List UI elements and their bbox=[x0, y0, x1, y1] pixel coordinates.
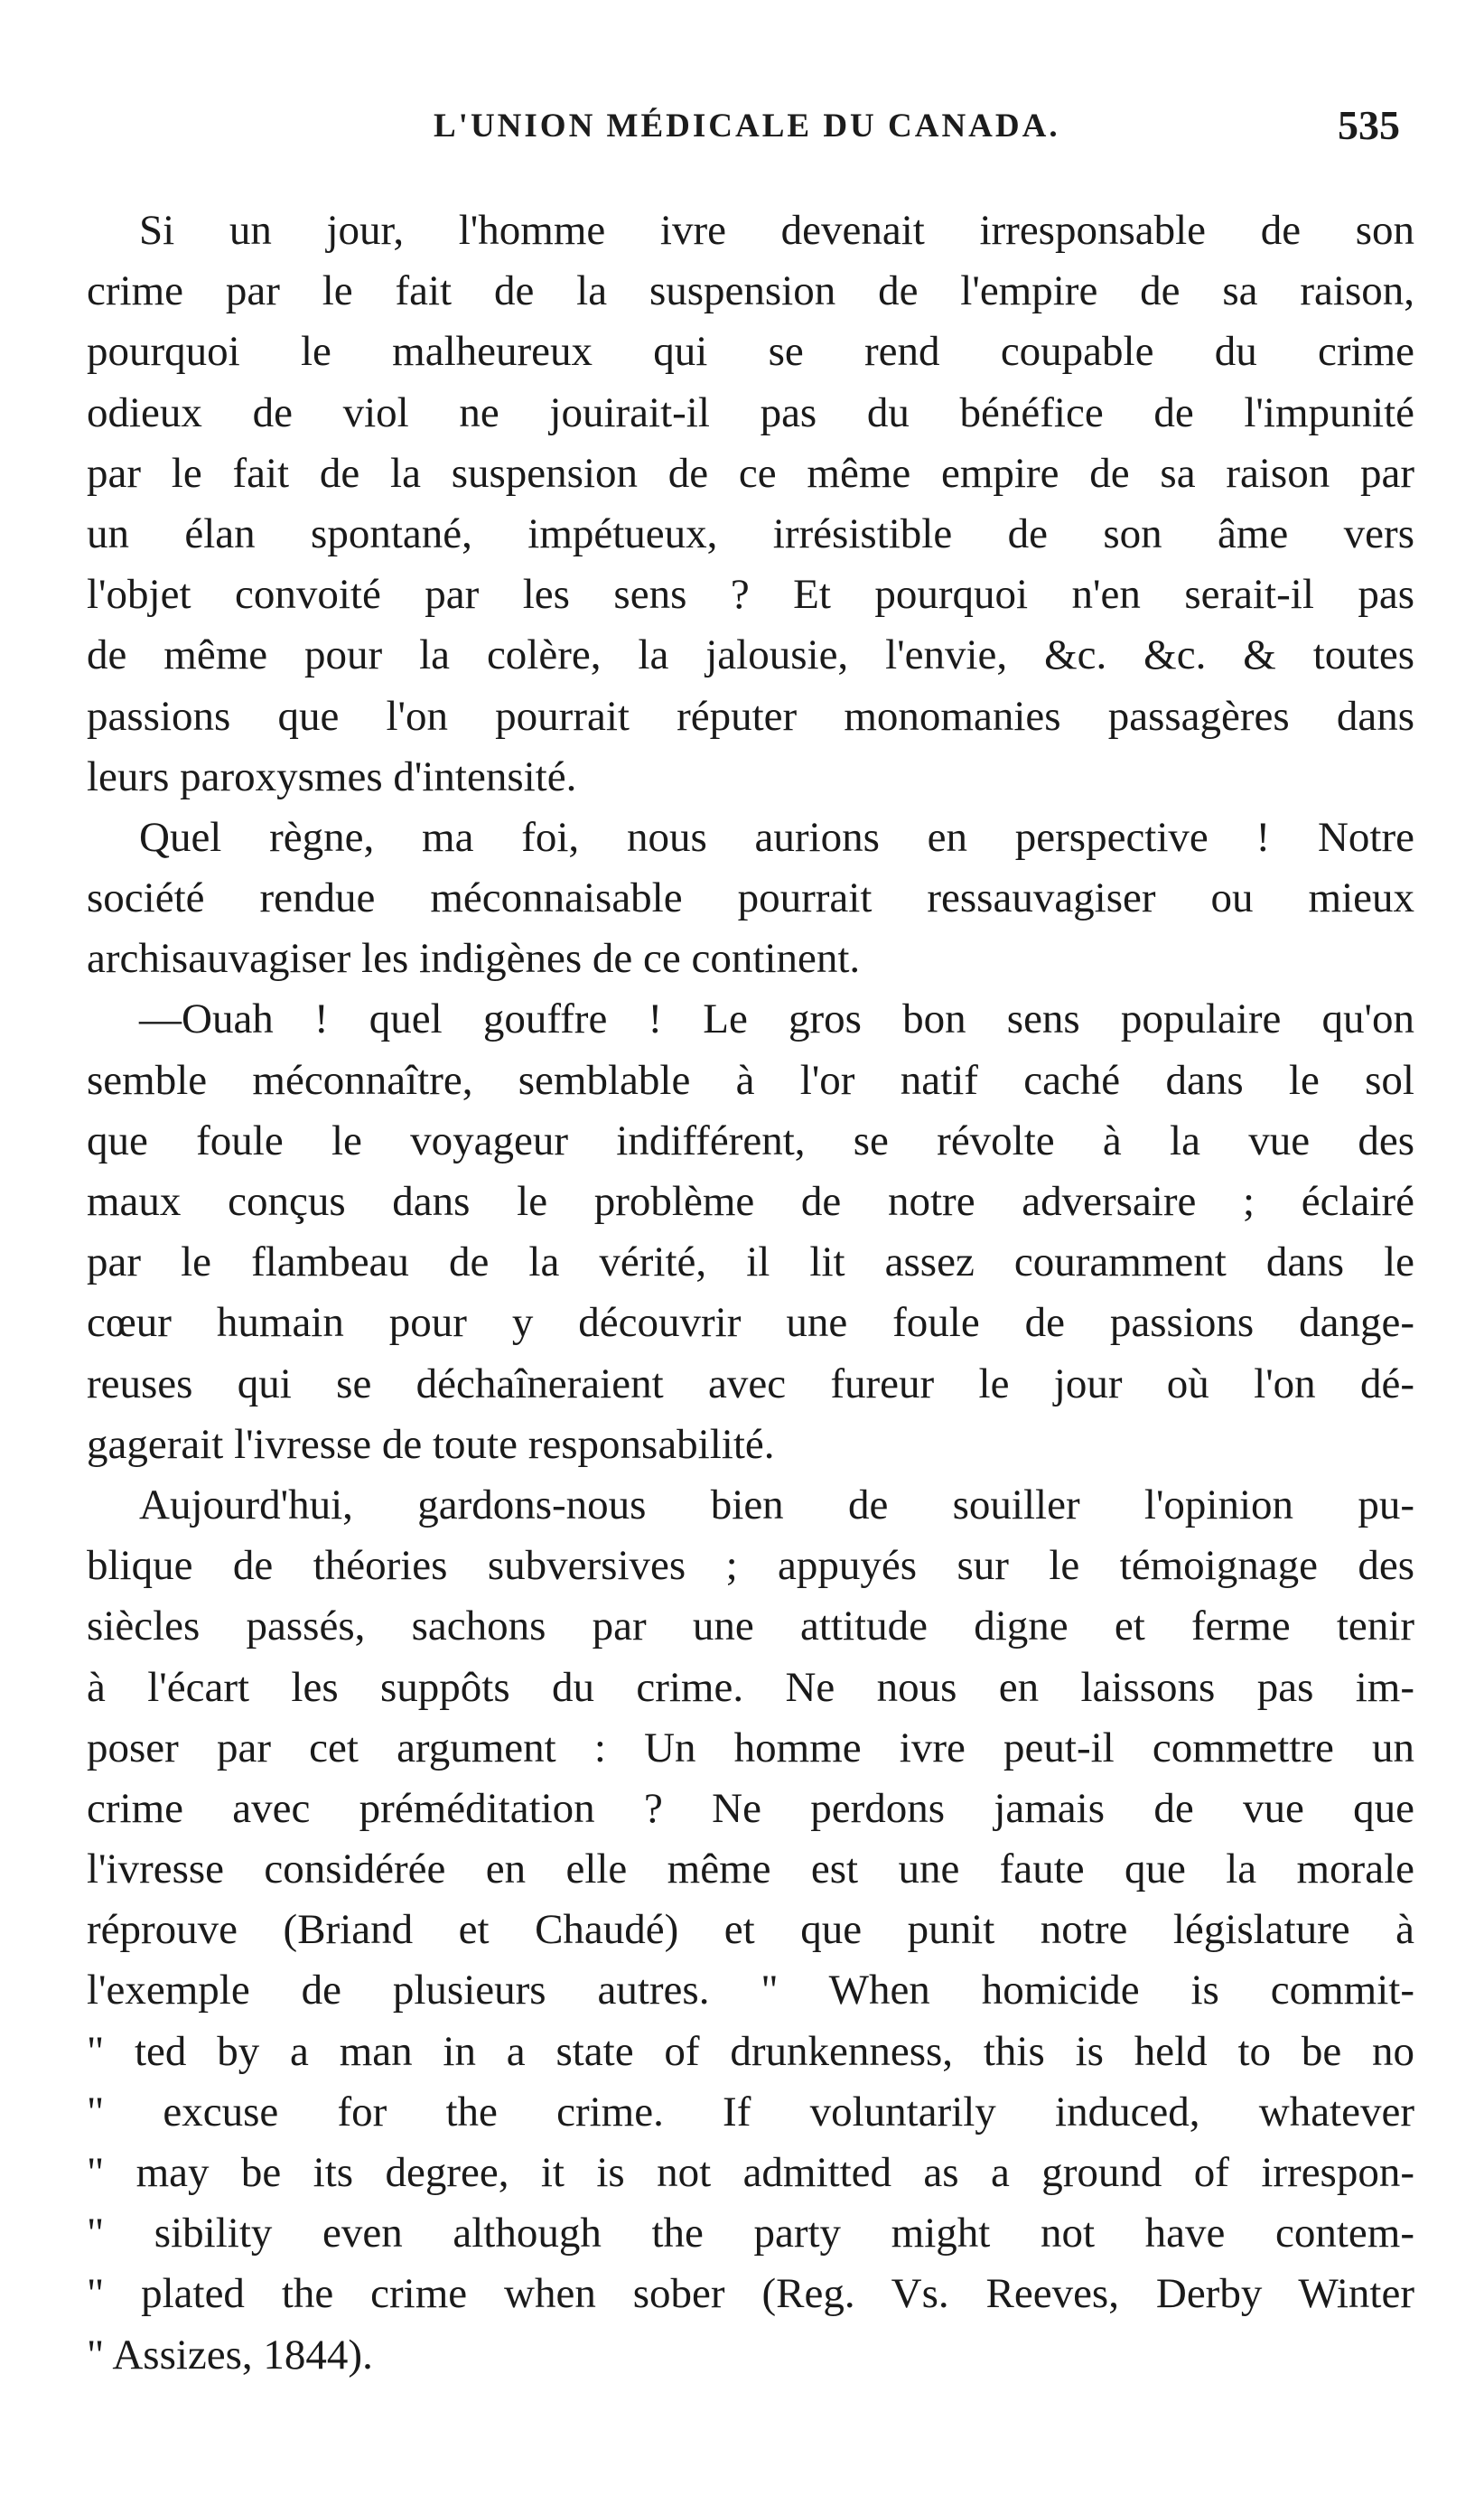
text-line: archisauvagiser les indigènes de ce continent. bbox=[87, 935, 861, 983]
text-line: " Assizes, 1844). bbox=[87, 2331, 373, 2378]
text-line: société rendue méconnaisable pourrait ressauvagiser ou mieux bbox=[87, 874, 1414, 922]
text-line: à l'écart les suppôts du crime. Ne nous en laissons pas im- bbox=[87, 1663, 1414, 1711]
text-line: " sibility even although the party might not have contem- bbox=[87, 2210, 1414, 2257]
running-head bbox=[90, 102, 1409, 161]
text-line: gagerait l'ivresse de toute responsabilité. bbox=[87, 1420, 775, 1468]
body-text bbox=[87, 201, 1414, 2386]
text-line: leurs paroxysmes d'intensité. bbox=[87, 752, 577, 800]
text-line: crime par le fait de la suspension de l'empire de sa raison, bbox=[87, 267, 1414, 315]
text-line: passions que l'on pourrait réputer monomanies passagères dans bbox=[87, 692, 1414, 740]
text-line: par le fait de la suspension de ce même empire de sa raison par bbox=[87, 449, 1414, 497]
text-line: poser par cet argument : Un homme ivre peut-il commettre un bbox=[87, 1724, 1414, 1771]
text-line: maux conçus dans le problème de notre adversaire ; éclairé bbox=[87, 1178, 1414, 1225]
text-line: " plated the crime when sober (Reg. Vs. Reeves, Derby Winter bbox=[87, 2270, 1414, 2318]
text-line: l'exemple de plusieurs autres. " When homicide is commit- bbox=[87, 1967, 1414, 2014]
text-line: odieux de viol ne jouirait-il pas du bénéfice de l'impunité bbox=[87, 388, 1414, 436]
journal-title: L'UNION MÉDICALE DU CANADA. bbox=[434, 107, 1060, 145]
text-line: par le flambeau de la vérité, il lit assez couramment dans le bbox=[87, 1238, 1414, 1286]
text-line: Quel règne, ma foi, nous aurions en perspective ! Notre bbox=[139, 813, 1414, 861]
text-line: blique de théories subversives ; appuyés sur le témoignage des bbox=[87, 1542, 1414, 1590]
text-line: cœur humain pour y découvrir une foule de passions dange- bbox=[87, 1299, 1414, 1347]
text-line: pourquoi le malheureux qui se rend coupable du crime bbox=[87, 328, 1414, 376]
text-line: de même pour la colère, la jalousie, l'envie, &c. &c. & toutes bbox=[87, 631, 1414, 679]
text-line: " may be its degree, it is not admitted as a ground of irrespon- bbox=[87, 2149, 1414, 2196]
page-number: 535 bbox=[1338, 102, 1400, 148]
text-line: réprouve (Briand et Chaudé) et que punit notre législature à bbox=[87, 1906, 1414, 1954]
text-line: l'objet convoité par les sens ? Et pourquoi n'en serait-il pas bbox=[87, 571, 1414, 619]
text-line: " excuse for the crime. If voluntarily induced, whatever bbox=[87, 2088, 1414, 2135]
text-line: crime avec préméditation ? Ne perdons jamais de vue que bbox=[87, 1784, 1414, 1832]
text-line: siècles passés, sachons par une attitude digne et ferme tenir bbox=[87, 1603, 1414, 1650]
text-line: que foule le voyageur indifférent, se révolte à la vue des bbox=[87, 1117, 1414, 1164]
text-line: l'ivresse considérée en elle même est une faute que la morale bbox=[87, 1846, 1414, 1893]
text-line: Aujourd'hui, gardons-nous bien de souiller l'opinion pu- bbox=[139, 1481, 1414, 1528]
text-line: Si un jour, l'homme ivre devenait irresponsable de son bbox=[139, 207, 1414, 254]
text-line: —Ouah ! quel gouffre ! Le gros bon sens populaire qu'on bbox=[139, 995, 1414, 1043]
text-line: " ted by a man in a state of drunkenness, this is held to be no bbox=[87, 2027, 1414, 2075]
text-line: un élan spontané, impétueux, irrésistible de son âme vers bbox=[87, 509, 1414, 557]
text-line: reuses qui se déchaîneraient avec fureur le jour où l'on dé- bbox=[87, 1360, 1414, 1407]
text-line: semble méconnaître, semblable à l'or natif caché dans le sol bbox=[87, 1056, 1414, 1104]
